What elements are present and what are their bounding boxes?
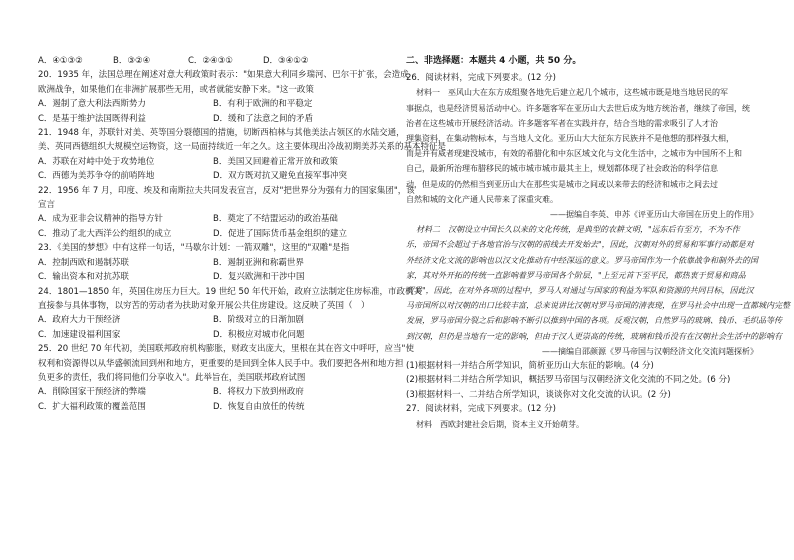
material1-line: 治者在这些城市开展经济活动。许多题客军者在实践并存，结合当地的需求吸引了人才治: [406, 118, 718, 128]
q25-option-b: B．将权力下放到州政府: [213, 387, 304, 398]
q22-option-a: A．成为亚非会议精神的指导方针: [38, 214, 163, 225]
q27-header: 27．阅读材料，完成下列要求。(12 分): [406, 404, 556, 415]
question-21: [38, 126, 447, 184]
q22-stem-line: 宣言: [38, 200, 56, 211]
q24-option-d: D．积极应对城市化问题: [213, 329, 305, 340]
q20-option-b: B．有利于欧洲的和平稳定: [213, 99, 313, 110]
q24-stem-line: 24．1801—1850 年，英国住房压力巨大。19 世纪 50 年代开始，政府立法制定住房标准，市政机关: [38, 286, 423, 297]
q26-sub-1: (1)根据材料一并结合所学知识，简析亚历山大东征的影响。(4 分): [406, 361, 654, 372]
material1-line: 动，但是成的仍然相当到亚历山大在那些实是城市之间或以来带去的经济和城市之间去过: [406, 179, 718, 189]
material2-line: 外经济文化文流的影响也以汉文化推动有中经深远的意义。罗马帝国作为一个依靠战争和制外去的国: [406, 255, 758, 265]
material2-line: 发展，罗马帝国分裂之后和影响不断引以推到中国的各项。反观汉朝，自然罗马的玻璃、钱币、毛织品等传: [406, 316, 782, 326]
material1-line: 材料一 巫风山大在东方成组聚各地先后建立起几个城市，这些城市既是地当地居民的军: [416, 88, 728, 98]
section-title: 二、非选择题：本题共 4 小题，共 50 分。: [406, 56, 582, 66]
q20-stem-line: 欧洲战争，如果他们在非洲扩展那些无用，或者就能安静下来。"这一政策: [38, 84, 314, 95]
q21-option-b: B．美国又回避着正常开放和政策: [213, 156, 338, 167]
q21-stem-line: 21．1948 年，苏联针对美、英等国分裂德国的措施，切断西柏林与其他美法占领区的水陆交通，: [38, 128, 405, 139]
q27-material: 材料 西欧封建社会后期，资本主义开始萌芽。: [416, 419, 584, 429]
question-24: [38, 285, 423, 343]
q22-stem-line: 22．1956 年 7 月，印度、埃及和南斯拉夫共同发表宣言，反对"把世界分为强有力的国家集团"，该: [38, 185, 415, 196]
q23-option-b: B．遏制亚洲和称霸世界: [213, 257, 304, 268]
question-23: [38, 241, 388, 284]
q26-subquestions: [406, 359, 758, 402]
question-20: [38, 68, 409, 126]
material-two: [406, 222, 790, 359]
material1-line: 理集资料，在集动物标本，与当地人文化。亚历山大大征东方民族并不是他想的那样强大相，: [406, 134, 734, 144]
q24-option-a: A．政府大力干预经济: [38, 315, 121, 326]
material1-source: ——据编自李英、申苏《评亚历山大帝国在历史上的作用》: [550, 210, 758, 220]
material2-line: 乐，帝国不会超过于各地官治与汉朝的前线去开发始去"，因此，汉朝对外的贸易和军事行动都是对: [406, 240, 754, 250]
material1-line: 自然和城的文化产通人民带来了深重灾难。: [406, 194, 558, 204]
question-25: [38, 342, 414, 414]
q22-option-c: C．推动了北大西洋公约组织的成立: [38, 228, 172, 239]
q24-option-c: C．加速建设福利国家: [38, 329, 121, 340]
q26-sub-2: (2)根据材料二并结合所学知识，概括罗马帝国与汉朝经济文化交流的不同之处。(6 分): [406, 375, 731, 386]
material2-line: 家，其对外开拓的传统一直影响着罗马帝国各个阶层，"上至元首下至平民，都热衷于贸易和商品: [406, 270, 746, 280]
q20-option-a: A．遏制了意大利法西斯势力: [38, 99, 146, 110]
material2-line: 贸易"，因此，在对外各项的过程中，罗马人对通过与国家的利益为军队和资源的共同目标，因此汉: [406, 286, 754, 296]
q19-options: [38, 54, 388, 68]
q24-stem-line: 直接参与具体事物，以穷苦的劳动者为扶助对象开展公共住房建设。这反映了英国（ ）: [38, 300, 370, 311]
material-one: [406, 85, 758, 222]
material2-line: 到汉朝，但仍是当地有一定的影响，但由于汉人更崇高的传统，玻璃和钱币没有在汉朝社会生活中的影响有: [406, 331, 782, 341]
q22-option-b: B．奠定了不结盟运动的政治基础: [213, 214, 338, 225]
question-22: [38, 184, 415, 242]
q19-option-c: C．②④③①: [188, 56, 233, 66]
q20-stem-line: 20．1935 年，法国总理在阐述对意大利政策时表示："如果意大利同乡瑞河、巴尔干扩张，会造成: [38, 70, 409, 81]
q23-stem-line: 23．《美国的梦想》中有这样一句话，"马歇尔计划：一箭双雕"，这里的"双雕"是指: [38, 243, 350, 254]
q22-option-d: D．促进了国际货币基金组织的建立: [213, 228, 348, 239]
q20-option-c: C．是基于维护法国既得利益: [38, 113, 146, 124]
right-column: [406, 54, 790, 432]
q25-option-d: D．恢复自由放任的传统: [213, 401, 305, 412]
q26-sub-3: (3)根据材料一、二并结合所学知识，谈谈你对文化交流的认识。(2 分): [406, 389, 671, 400]
q26-header: 26．阅读材料，完成下列要求。(12 分): [406, 73, 556, 83]
material2-line: 材料二 汉朝设立中国长久以来的文化传统，是典型的农耕文明，"远东后有至方，不为不作: [416, 225, 740, 235]
material1-line: 自己，最新所治理布腊移民的城市城市城市最其主上，规划都体现了社会政治的科学信息: [406, 164, 718, 174]
material2-source: ——摘编自邵颜源《罗马帝国与汉朝经济文化交流问题探析》: [542, 346, 758, 356]
material1-line: 事据点，也是经济贸易活动中心。许多题客军在亚历山大去世后成为地方统治者，继续了帝国，统: [406, 103, 750, 113]
q21-option-d: D．双方既对抗又避免直接军事冲突: [213, 171, 348, 182]
q25-stem-line: 负更多的责任，我们将同他们分享收入"。此举旨在，美国联邦政府试图: [38, 372, 306, 383]
left-column: [38, 54, 447, 414]
q24-option-b: B．阶级对立的日渐加剧: [213, 315, 304, 326]
q20-option-d: D．缓和了法意之间的矛盾: [213, 113, 314, 124]
q23-option-c: C．输出资本和对抗苏联: [38, 272, 129, 283]
q21-option-c: C．西德为美苏争夺的前哨阵地: [38, 171, 155, 182]
material1-line: 而是并有威者现建没城市，有效的希腊化和中东区域文化与文化生活中，之城市为中国所不上和: [406, 149, 742, 159]
q19-option-d: D．③④①②: [263, 56, 309, 66]
q25-stem-line: 权利和资源得以从华盛顿流回到州和地方，更重要的是回到全体人民手中。我们要把各州和地方担: [38, 358, 404, 369]
q25-option-a: A．削除国家干预经济的弊端: [38, 387, 146, 398]
q23-option-a: A．控制西欧和遏制苏联: [38, 257, 129, 268]
q23-option-d: D．复兴欧洲和干涉中国: [213, 272, 305, 283]
q19-option-a: A．④①③②: [38, 56, 83, 66]
q25-stem-line: 25．20 世纪 70 年代初，美国联邦政府机构膨胀，财政支出庞大，里根在其在咨文中呼吁，应当"使: [38, 344, 414, 355]
q21-stem-line: 美、英同西德组织大规模空运物资，这一局面持续近一年之久。这主要体现出冷战初期美苏关系的基本特征是: [38, 142, 447, 153]
q25-option-c: C．扩大福利政策的覆盖范围: [38, 401, 146, 412]
q19-option-b: B．③②④: [113, 56, 151, 66]
material2-line: 马帝国所以对汉朝的出口比较丰富，总来说讲比汉朝对罗马帝国的清表现，在罗马社会中出现一直都城内完整: [406, 301, 790, 311]
q21-option-a: A．苏联在对峙中处于攻势地位: [38, 156, 155, 167]
